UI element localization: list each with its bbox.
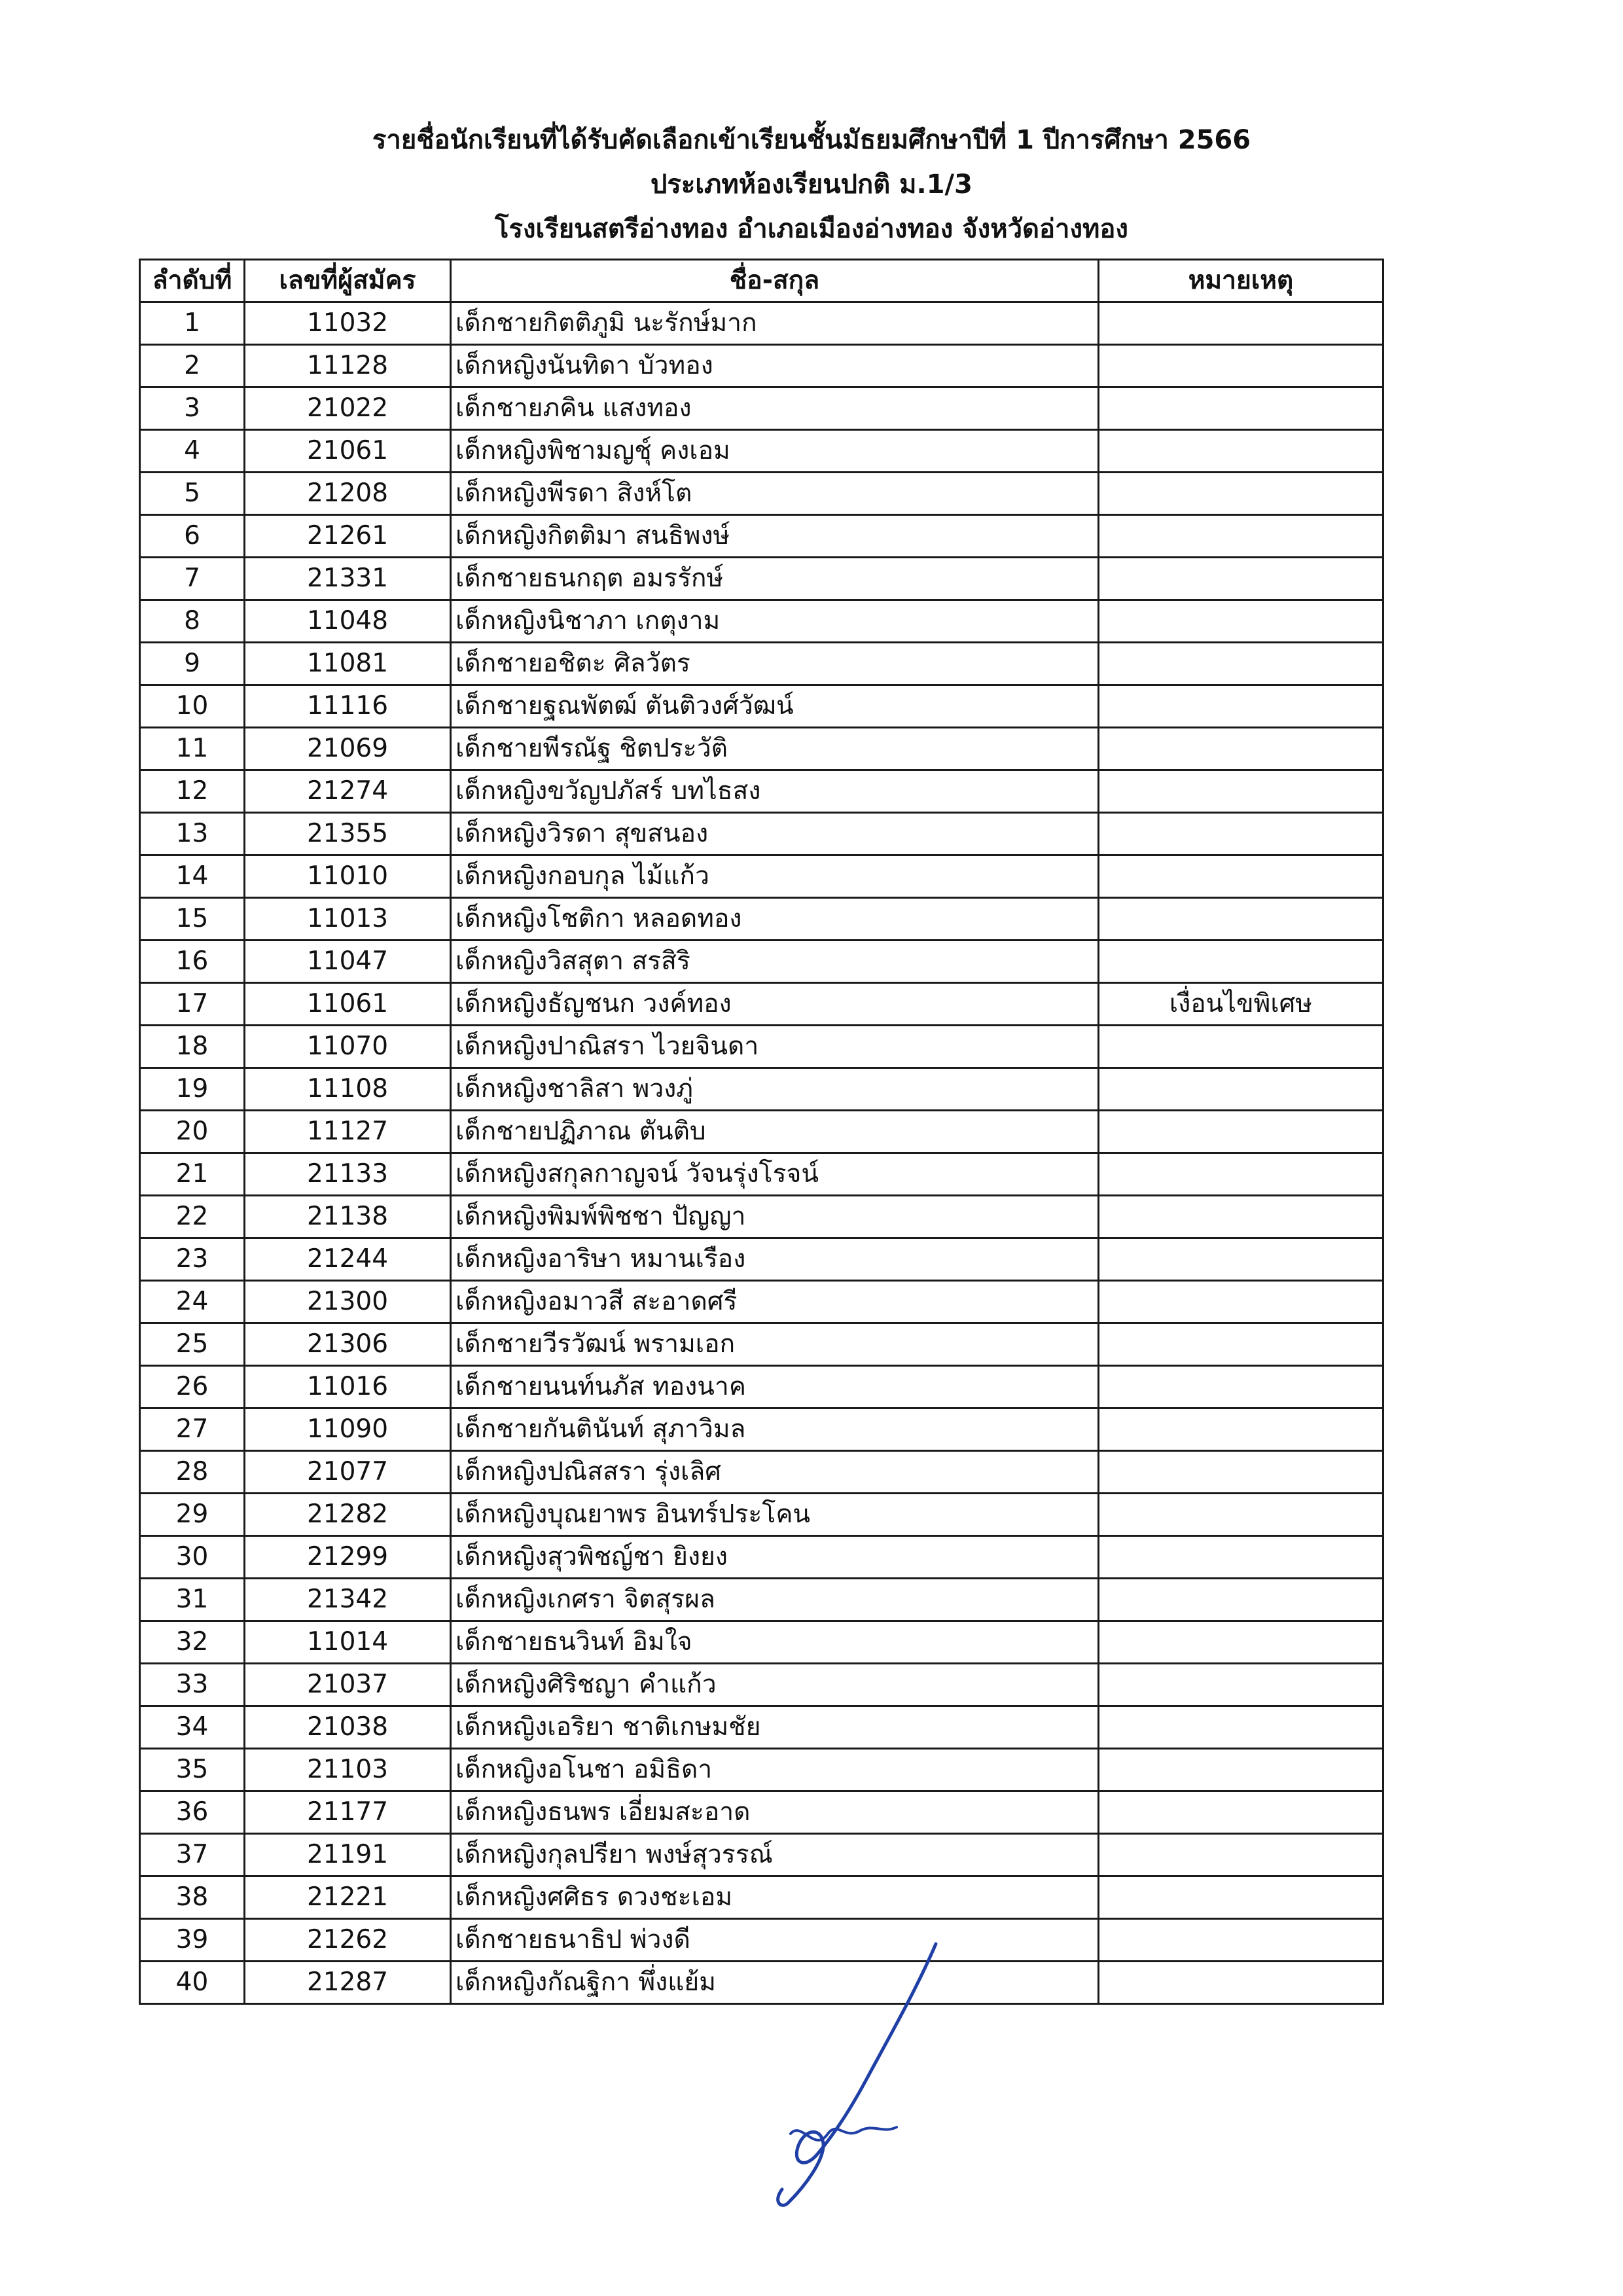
remark <box>1099 728 1383 770</box>
remark <box>1099 1494 1383 1536</box>
remark <box>1099 941 1383 983</box>
applicant-number: 11070 <box>245 1026 451 1068</box>
applicant-number: 11061 <box>245 983 451 1026</box>
table-row <box>140 302 1383 345</box>
applicant-number: 11010 <box>245 855 451 898</box>
student-name: เด็กชายวีรวัฒน์ พรามเอก <box>451 1323 1099 1366</box>
student-name: เด็กหญิงธนพร เอี่ยมสะอาด <box>451 1791 1099 1834</box>
row-number: 22 <box>140 1196 245 1238</box>
applicant-number: 11108 <box>245 1068 451 1111</box>
remark <box>1099 1706 1383 1749</box>
row-number: 9 <box>140 643 245 685</box>
remark <box>1099 600 1383 643</box>
applicant-number: 11032 <box>245 302 451 345</box>
applicant-number: 11127 <box>245 1111 451 1153</box>
applicant-number: 21208 <box>245 473 451 515</box>
remark <box>1099 1366 1383 1408</box>
applicant-number: 11013 <box>245 898 451 941</box>
document-title: รายชื่อนักเรียนที่ได้รับคัดเลือกเข้าเรียนชั้นมัธยมศึกษาปีที่ 1 ปีการศึกษา 2566 <box>372 125 1251 155</box>
row-number: 4 <box>140 430 245 473</box>
table-row <box>140 1834 1383 1876</box>
row-number: 2 <box>140 345 245 387</box>
student-name: เด็กหญิงนิชาภา เกตุงาม <box>451 600 1099 643</box>
table-row <box>140 430 1383 473</box>
applicant-number: 21274 <box>245 770 451 813</box>
table-row <box>140 770 1383 813</box>
applicant-number: 11016 <box>245 1366 451 1408</box>
applicant-number: 21077 <box>245 1451 451 1494</box>
table-row <box>140 1621 1383 1664</box>
student-name: เด็กหญิงปาณิสรา ไวยจินดา <box>451 1026 1099 1068</box>
student-name: เด็กหญิงอมาวสี สะอาดศรี <box>451 1281 1099 1323</box>
student-name: เด็กชายกันตินันท์ สุภาวิมล <box>451 1408 1099 1451</box>
remark <box>1099 1664 1383 1706</box>
applicant-number: 21103 <box>245 1749 451 1791</box>
student-name: เด็กหญิงอาริษา หมานเรือง <box>451 1238 1099 1281</box>
signature-stroke <box>778 1944 936 2205</box>
table-row <box>140 1153 1383 1196</box>
table-row <box>140 1111 1383 1153</box>
remark <box>1099 473 1383 515</box>
remark <box>1099 1408 1383 1451</box>
student-name: เด็กหญิงวิสสุตา สรสิริ <box>451 941 1099 983</box>
applicant-number: 21262 <box>245 1919 451 1962</box>
table-row <box>140 1281 1383 1323</box>
remark <box>1099 302 1383 345</box>
table-row <box>140 387 1383 430</box>
applicant-number: 21138 <box>245 1196 451 1238</box>
student-roster-table <box>139 259 1384 2005</box>
applicant-number: 11048 <box>245 600 451 643</box>
row-number: 39 <box>140 1919 245 1962</box>
student-name: เด็กหญิงวิรดา สุขสนอง <box>451 813 1099 855</box>
applicant-number: 11047 <box>245 941 451 983</box>
student-name: เด็กชายปฏิภาณ ตันติบ <box>451 1111 1099 1153</box>
row-number: 28 <box>140 1451 245 1494</box>
row-number: 7 <box>140 558 245 600</box>
remark <box>1099 1791 1383 1834</box>
student-name: เด็กหญิงชาลิสา พวงภู่ <box>451 1068 1099 1111</box>
student-name: เด็กหญิงเกศรา จิตสุรผล <box>451 1579 1099 1621</box>
remark <box>1099 1238 1383 1281</box>
row-number: 5 <box>140 473 245 515</box>
remark <box>1099 1621 1383 1664</box>
table-row <box>140 1494 1383 1536</box>
row-number: 23 <box>140 1238 245 1281</box>
student-name: เด็กหญิงโชติกา หลอดทอง <box>451 898 1099 941</box>
table-row <box>140 1749 1383 1791</box>
row-number: 10 <box>140 685 245 728</box>
table-row <box>140 1876 1383 1919</box>
row-number: 24 <box>140 1281 245 1323</box>
table-row <box>140 941 1383 983</box>
table-row <box>140 728 1383 770</box>
row-number: 35 <box>140 1749 245 1791</box>
applicant-number: 21287 <box>245 1962 451 2004</box>
table-row <box>140 643 1383 685</box>
remark <box>1099 1876 1383 1919</box>
row-number: 14 <box>140 855 245 898</box>
applicant-number: 21037 <box>245 1664 451 1706</box>
remark <box>1099 1323 1383 1366</box>
school-name: โรงเรียนสตรีอ่างทอง อำเภอเมืองอ่างทอง จังหวัดอ่างทอง <box>495 214 1128 244</box>
student-name: เด็กชายพีรณัฐ ชิตประวัติ <box>451 728 1099 770</box>
table-row <box>140 983 1383 1026</box>
table-body <box>140 302 1383 2004</box>
table-row <box>140 345 1383 387</box>
student-name: เด็กชายนนท์นภัส ทองนาค <box>451 1366 1099 1408</box>
row-number: 37 <box>140 1834 245 1876</box>
table-row <box>140 1664 1383 1706</box>
applicant-number: 21177 <box>245 1791 451 1834</box>
applicant-number: 21331 <box>245 558 451 600</box>
remark <box>1099 855 1383 898</box>
row-number: 12 <box>140 770 245 813</box>
applicant-number: 11081 <box>245 643 451 685</box>
table-row <box>140 855 1383 898</box>
remark <box>1099 1281 1383 1323</box>
table-row <box>140 1408 1383 1451</box>
applicant-number: 11116 <box>245 685 451 728</box>
table-row <box>140 473 1383 515</box>
row-number: 29 <box>140 1494 245 1536</box>
student-name: เด็กหญิงนันทิดา บัวทอง <box>451 345 1099 387</box>
table-row <box>140 515 1383 558</box>
applicant-number: 21061 <box>245 430 451 473</box>
row-number: 19 <box>140 1068 245 1111</box>
remark <box>1099 1451 1383 1494</box>
applicant-number: 21355 <box>245 813 451 855</box>
remark <box>1099 1962 1383 2004</box>
row-number: 40 <box>140 1962 245 2004</box>
row-number: 30 <box>140 1536 245 1579</box>
applicant-number: 21133 <box>245 1153 451 1196</box>
applicant-number: 21038 <box>245 1706 451 1749</box>
student-name: เด็กชายภคิน แสงทอง <box>451 387 1099 430</box>
student-name: เด็กหญิงกัณฐิกา พึ่งแย้ม <box>451 1962 1099 2004</box>
remark <box>1099 387 1383 430</box>
table-row <box>140 600 1383 643</box>
row-number: 13 <box>140 813 245 855</box>
student-name: เด็กชายธนวินท์ อิมใจ <box>451 1621 1099 1664</box>
row-number: 1 <box>140 302 245 345</box>
column-header-no: ลำดับที่ <box>140 260 245 302</box>
remark <box>1099 1536 1383 1579</box>
remark <box>1099 770 1383 813</box>
student-name: เด็กหญิงพีรดา สิงห์โต <box>451 473 1099 515</box>
remark <box>1099 1749 1383 1791</box>
table-row <box>140 1238 1383 1281</box>
remark <box>1099 643 1383 685</box>
row-number: 27 <box>140 1408 245 1451</box>
student-name: เด็กชายธนาธิป พ่วงดี <box>451 1919 1099 1962</box>
student-name: เด็กหญิงกุลปรียา พงษ์สุวรรณ์ <box>451 1834 1099 1876</box>
remark <box>1099 558 1383 600</box>
table-row <box>140 1068 1383 1111</box>
applicant-number: 21221 <box>245 1876 451 1919</box>
signature <box>753 1937 975 2212</box>
remark <box>1099 1834 1383 1876</box>
table-row <box>140 898 1383 941</box>
row-number: 34 <box>140 1706 245 1749</box>
remark <box>1099 515 1383 558</box>
applicant-number: 11128 <box>245 345 451 387</box>
table-row <box>140 1196 1383 1238</box>
remark <box>1099 898 1383 941</box>
row-number: 36 <box>140 1791 245 1834</box>
row-number: 18 <box>140 1026 245 1068</box>
student-name: เด็กหญิงเอริยา ชาติเกษมชัย <box>451 1706 1099 1749</box>
remark <box>1099 685 1383 728</box>
remark <box>1099 813 1383 855</box>
column-header-full-name: ชื่อ-สกุล <box>451 260 1099 302</box>
remark <box>1099 1919 1383 1962</box>
applicant-number: 21069 <box>245 728 451 770</box>
table-row <box>140 1451 1383 1494</box>
row-number: 6 <box>140 515 245 558</box>
student-name: เด็กหญิงปณิสสรา รุ่งเลิศ <box>451 1451 1099 1494</box>
student-name: เด็กหญิงธัญชนก วงค์ทอง <box>451 983 1099 1026</box>
applicant-number: 21244 <box>245 1238 451 1281</box>
row-number: 15 <box>140 898 245 941</box>
column-header-applicant-number: เลขที่ผู้สมัคร <box>245 260 451 302</box>
table-row <box>140 1791 1383 1834</box>
remark <box>1099 1579 1383 1621</box>
remark <box>1099 430 1383 473</box>
student-name: เด็กหญิงพิมพ์พิชชา ปัญญา <box>451 1196 1099 1238</box>
student-name: เด็กชายกิตติภูมิ นะรักษ์มาก <box>451 302 1099 345</box>
row-number: 25 <box>140 1323 245 1366</box>
table-row <box>140 1026 1383 1068</box>
student-name: เด็กหญิงบุณยาพร อินทร์ประโคน <box>451 1494 1099 1536</box>
student-name: เด็กหญิงศิริชญา คำแก้ว <box>451 1664 1099 1706</box>
row-number: 21 <box>140 1153 245 1196</box>
table-row <box>140 558 1383 600</box>
applicant-number: 21261 <box>245 515 451 558</box>
student-name: เด็กชายฐณพัตฒ์ ตันติวงศ์วัฒน์ <box>451 685 1099 728</box>
row-number: 3 <box>140 387 245 430</box>
remark <box>1099 1111 1383 1153</box>
row-number: 38 <box>140 1876 245 1919</box>
remark <box>1099 345 1383 387</box>
applicant-number: 21300 <box>245 1281 451 1323</box>
applicant-number: 11090 <box>245 1408 451 1451</box>
student-name: เด็กหญิงกอบกุล ไม้แก้ว <box>451 855 1099 898</box>
remark: เงื่อนไขพิเศษ <box>1099 983 1383 1026</box>
signature-flourish <box>791 2127 897 2140</box>
applicant-number: 21191 <box>245 1834 451 1876</box>
table-row <box>140 1366 1383 1408</box>
row-number: 17 <box>140 983 245 1026</box>
applicant-number: 21299 <box>245 1536 451 1579</box>
table-row <box>140 813 1383 855</box>
row-number: 33 <box>140 1664 245 1706</box>
row-number: 26 <box>140 1366 245 1408</box>
row-number: 20 <box>140 1111 245 1153</box>
table-row <box>140 1706 1383 1749</box>
student-name: เด็กหญิงสกุลกาญจน์ วัจนรุ่งโรจน์ <box>451 1153 1099 1196</box>
table-row <box>140 1579 1383 1621</box>
row-number: 31 <box>140 1579 245 1621</box>
remark <box>1099 1196 1383 1238</box>
row-number: 8 <box>140 600 245 643</box>
remark <box>1099 1026 1383 1068</box>
column-header-remark: หมายเหตุ <box>1099 260 1383 302</box>
student-name: เด็กหญิงขวัญปภัสร์ บทไธสง <box>451 770 1099 813</box>
row-number: 16 <box>140 941 245 983</box>
student-name: เด็กชายธนกฤต อมรรักษ์ <box>451 558 1099 600</box>
table-row <box>140 685 1383 728</box>
document-header <box>0 118 1623 251</box>
student-name: เด็กหญิงกิตติมา สนธิพงษ์ <box>451 515 1099 558</box>
row-number: 11 <box>140 728 245 770</box>
table-row <box>140 1323 1383 1366</box>
applicant-number: 21306 <box>245 1323 451 1366</box>
student-name: เด็กชายอชิตะ ศิลวัตร <box>451 643 1099 685</box>
row-number: 32 <box>140 1621 245 1664</box>
applicant-number: 11014 <box>245 1621 451 1664</box>
table-row <box>140 1536 1383 1579</box>
student-name: เด็กหญิงอโนชา อมิธิดา <box>451 1749 1099 1791</box>
student-name: เด็กหญิงศศิธร ดวงชะเอม <box>451 1876 1099 1919</box>
remark <box>1099 1153 1383 1196</box>
applicant-number: 21022 <box>245 387 451 430</box>
table-header-row <box>140 260 1383 302</box>
applicant-number: 21282 <box>245 1494 451 1536</box>
remark <box>1099 1068 1383 1111</box>
student-name: เด็กหญิงพิชามญชุ์ คงเอม <box>451 430 1099 473</box>
student-name: เด็กหญิงสุวพิชญ์ชา ยิงยง <box>451 1536 1099 1579</box>
classroom-type: ประเภทห้องเรียนปกติ ม.1/3 <box>651 170 972 200</box>
applicant-number: 21342 <box>245 1579 451 1621</box>
